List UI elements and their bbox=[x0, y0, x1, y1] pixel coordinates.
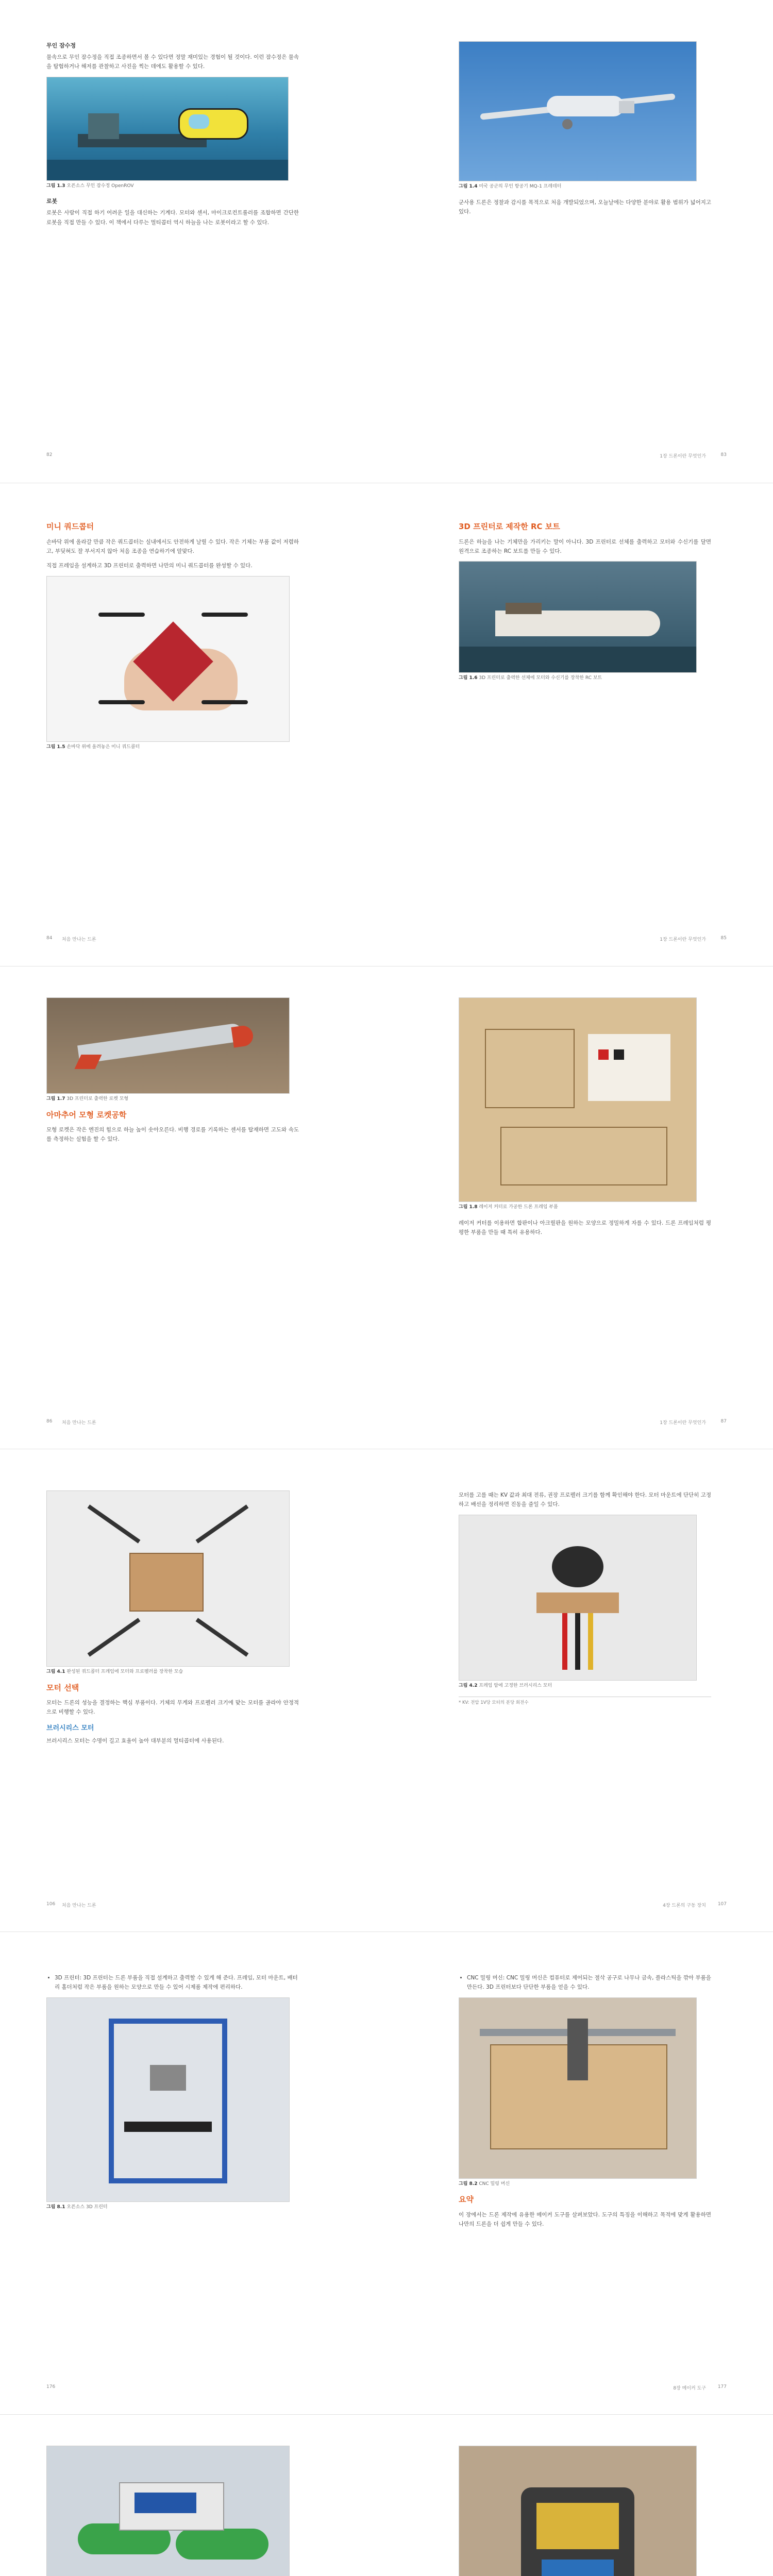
spread-3 bbox=[0, 967, 773, 1449]
bullet-list bbox=[46, 1973, 299, 1992]
page-number: 176 bbox=[46, 2384, 56, 2389]
running-head: 1장 드론이란 무엇인가 bbox=[660, 1420, 706, 1426]
body-paragraph: 모형 로켓은 작은 엔진의 힘으로 하늘 높이 솟아오른다. 비행 경로를 기록하는 센서를 탑재하면 고도와 속도를 측정하는 실험을 할 수 있다. bbox=[46, 1127, 299, 1143]
running-head: 8장 메이커 도구 bbox=[673, 2386, 706, 2391]
page-left bbox=[0, 1932, 386, 2415]
figure-caption: 그림 4.2 프레임 암에 고정한 브러시리스 모터 bbox=[459, 1683, 552, 1688]
page-number: 106 bbox=[46, 1902, 56, 1907]
page-number: 107 bbox=[717, 1902, 727, 1907]
figure-caption: 그림 8.2 CNC 밀링 머신 bbox=[459, 2181, 510, 2187]
page-left bbox=[0, 0, 386, 483]
section-heading: 요약 bbox=[459, 2195, 474, 2205]
page-left bbox=[0, 483, 386, 966]
spread-6 bbox=[0, 2415, 773, 2576]
spread-5 bbox=[0, 1932, 773, 2415]
running-head: 처음 만나는 드론 bbox=[62, 1420, 96, 1426]
figure-caption: 그림 1.3 오픈소스 무인 잠수정 OpenROV bbox=[46, 183, 134, 189]
page-left bbox=[0, 2415, 386, 2576]
section-heading: 무인 잠수정 bbox=[46, 42, 76, 49]
page-number: 177 bbox=[717, 2384, 727, 2389]
figure-caption: 그림 1.7 3D 프린터로 출력한 로켓 모형 bbox=[46, 1096, 129, 1101]
section-heading: 모터 선택 bbox=[46, 1683, 79, 1692]
page-number: 85 bbox=[720, 936, 727, 941]
section-heading: 아마추어 모형 로켓공학 bbox=[46, 1110, 127, 1120]
body-paragraph: 이 장에서는 드론 제작에 유용한 메이커 도구를 살펴보았다. 도구의 특징을 이해하고 목적에 맞게 활용하면 나만의 드론을 더 쉽게 만들 수 있다. bbox=[459, 2211, 711, 2228]
bottle-drone-photo bbox=[46, 2446, 290, 2576]
laser-cut-parts-photo bbox=[459, 997, 697, 1202]
spread-2 bbox=[0, 483, 773, 966]
3d-printer-photo bbox=[46, 1997, 290, 2202]
figure-caption: 그림 1.4 미국 공군의 무인 항공기 MQ-1 프레데터 bbox=[459, 184, 562, 189]
page-right bbox=[386, 1449, 773, 1932]
body-paragraph: 브러시리스 모터는 수명이 길고 효율이 높아 대부분의 멀티콥터에 사용된다. bbox=[46, 1737, 224, 1744]
page-right bbox=[386, 2415, 773, 2576]
running-head: 4장 드론의 구동 장치 bbox=[663, 1903, 706, 1908]
bullet-item: • 3D 프린터: 3D 프린터는 드론 부품을 직접 설계하고 출력할 수 있게 해 준다. 프레임, 모터 마운트, 배터리 홀더처럼 작은 부품을 원하는 모양으로 만들 수 있어 시제품 제작에 편리하다. bbox=[55, 1973, 299, 1992]
footnote: * KV: 전압 1V당 모터의 분당 회전수 bbox=[459, 1697, 711, 1705]
bullet-item: • CNC 밀링 머신: CNC 밀링 머신은 컴퓨터로 제어되는 절삭 공구로 나무나 금속, 플라스틱을 깎아 부품을 만든다. 3D 프린터보다 단단한 부품을 얻을 수 있다. bbox=[467, 1973, 711, 1992]
body-paragraph: 모터를 고를 때는 KV 값과 최대 전류, 권장 프로펠러 크기를 함께 확인해야 한다. 모터 마운트에 단단히 고정하고 배선을 정리하면 진동을 줄일 수 있다. bbox=[459, 1492, 712, 1508]
running-head: 1장 드론이란 무엇인가 bbox=[660, 454, 706, 459]
page-right bbox=[386, 0, 773, 483]
page-number: 83 bbox=[720, 452, 727, 457]
body-paragraph: 드론은 하늘을 나는 기체만을 가리키는 말이 아니다. 3D 프린터로 선체를 출력하고 모터와 수신기를 달면 원격으로 조종하는 RC 보트를 만들 수 있다. bbox=[459, 538, 711, 554]
page-number: 86 bbox=[46, 1419, 53, 1424]
section-heading: 미니 쿼드콥터 bbox=[46, 522, 94, 531]
rc-boat-photo bbox=[459, 561, 697, 673]
cnc-machine-photo bbox=[459, 1997, 697, 2179]
section-heading: 3D 프린터로 제작한 RC 보트 bbox=[459, 522, 560, 531]
mini-quadcopter-photo bbox=[46, 576, 290, 742]
motor-mount-photo bbox=[459, 1515, 697, 1681]
quadcopter-frame-photo bbox=[46, 1490, 290, 1667]
model-rocket-photo bbox=[46, 997, 290, 1094]
page-right bbox=[386, 1932, 773, 2415]
waterproof-case-photo bbox=[459, 2446, 697, 2576]
figure-caption: 그림 4.1 완성된 쿼드콥터 프레임에 모터와 프로펠러를 장착한 모습 bbox=[46, 1669, 183, 1674]
figure-caption: 그림 1.5 손바닥 위에 올려놓은 미니 쿼드콥터 bbox=[46, 744, 140, 750]
page-left bbox=[0, 1449, 386, 1932]
body-paragraph: 군사용 드론은 정찰과 감시를 목적으로 처음 개발되었으며, 오늘날에는 다양한 분야로 활용 범위가 넓어지고 있다. bbox=[459, 199, 711, 215]
figure-caption: 그림 1.8 레이저 커터로 가공한 드론 프레임 부품 bbox=[459, 1205, 558, 1210]
body-paragraph: 로봇은 사람이 직접 하기 어려운 일을 대신하는 기계다. 모터와 센서, 마이크로컨트롤러를 조합하면 간단한 로봇을 직접 만들 수 있다. 이 책에서 다루는 멀티콥터 역시 하늘을 나는 로봇이라고 할 수 있다. bbox=[46, 210, 299, 226]
figure-caption: 그림 8.1 오픈소스 3D 프린터 bbox=[46, 2204, 108, 2210]
page-number: 82 bbox=[46, 452, 53, 457]
underwater-rov-photo bbox=[46, 77, 289, 181]
page-right bbox=[386, 967, 773, 1449]
body-paragraph: 손바닥 위에 올라갈 만큼 작은 쿼드콥터는 실내에서도 안전하게 날릴 수 있다. 작은 기체는 부품 값이 저렴하고, 부딪혀도 잘 부서지지 않아 처음 조종을 연습하기에 알맞다. bbox=[46, 538, 299, 554]
body-paragraph: 물속으로 무인 잠수정을 직접 조종하면서 볼 수 있다면 정말 재미있는 경험이 될 것이다. 이런 잠수정은 물속을 탐험하거나 해저를 관찰하고 사진을 찍는 데에도 활용할 수 있다. bbox=[46, 54, 299, 70]
body-paragraph: 직접 프레임을 설계하고 3D 프린터로 출력하면 나만의 미니 쿼드콥터를 완성할 수 있다. bbox=[46, 563, 253, 569]
page-number: 87 bbox=[720, 1419, 727, 1424]
running-head: 1장 드론이란 무엇인가 bbox=[660, 937, 706, 942]
spread-1 bbox=[0, 0, 773, 483]
subsection-heading: 브러시리스 모터 bbox=[46, 1724, 94, 1732]
bullet-list bbox=[459, 1973, 711, 1992]
section-heading: 로봇 bbox=[46, 198, 58, 205]
body-paragraph: 모터는 드론의 성능을 결정하는 핵심 부품이다. 기체의 무게와 프로펠러 크기에 맞는 모터를 골라야 안정적으로 비행할 수 있다. bbox=[46, 1700, 299, 1716]
figure-caption: 그림 1.6 3D 프린터로 출력한 선체에 모터와 수신기를 장착한 RC 보트 bbox=[459, 675, 602, 681]
page-number: 84 bbox=[46, 936, 53, 941]
spread-4 bbox=[0, 1449, 773, 1932]
body-paragraph: 레이저 커터를 이용하면 합판이나 아크릴판을 원하는 모양으로 정밀하게 자를 수 있다. 드론 프레임처럼 평평한 부품을 만들 때 특히 유용하다. bbox=[459, 1219, 711, 1235]
running-head: 처음 만나는 드론 bbox=[62, 937, 96, 942]
running-head: 처음 만나는 드론 bbox=[62, 1903, 96, 1908]
military-drone-photo bbox=[459, 41, 697, 181]
page-right bbox=[386, 483, 773, 966]
page-left bbox=[0, 967, 386, 1449]
